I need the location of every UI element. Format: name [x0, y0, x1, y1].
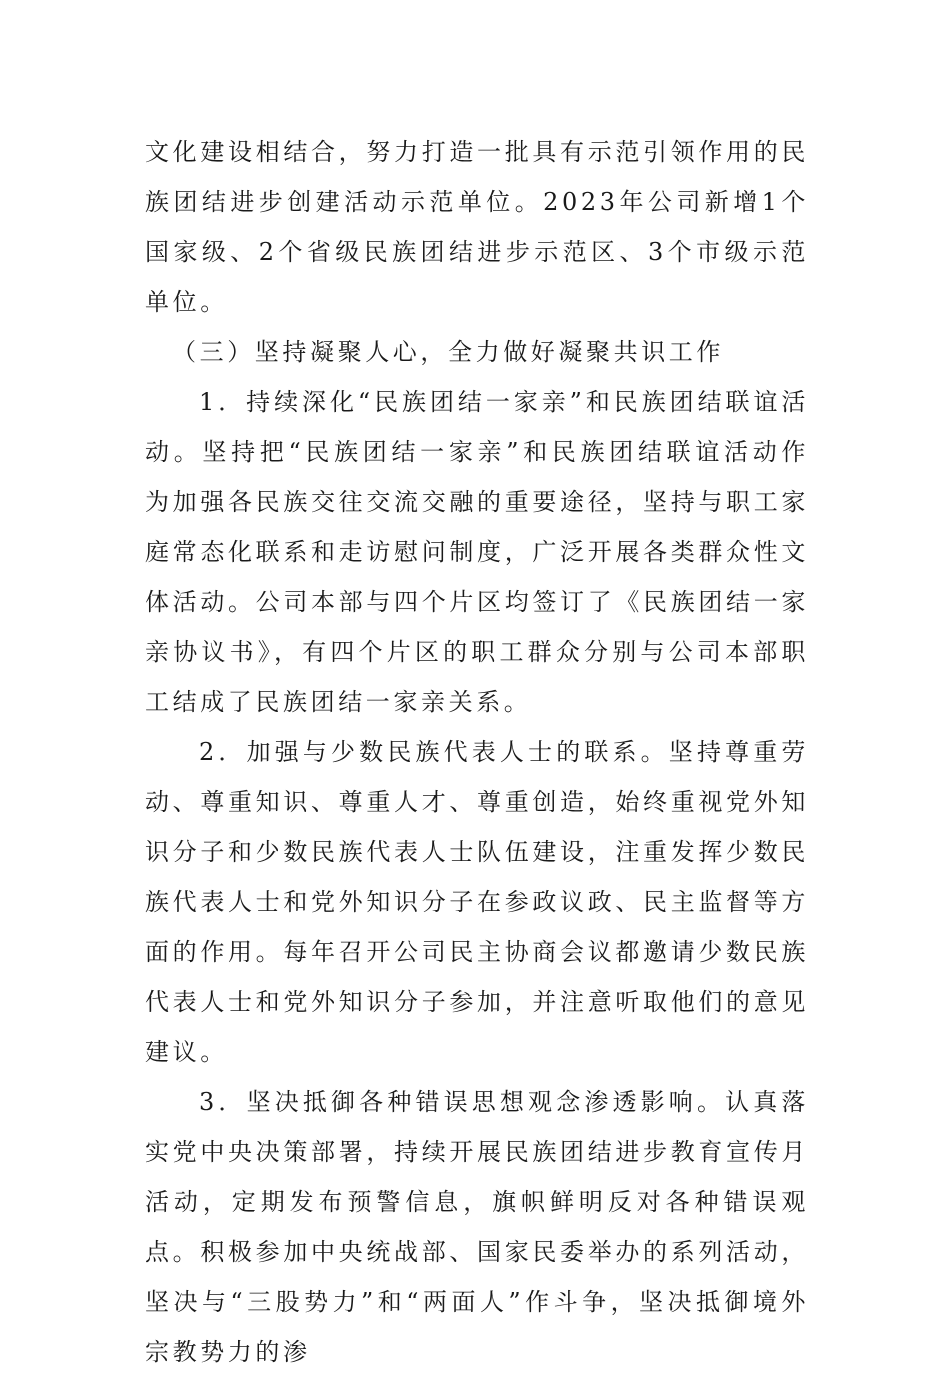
document-body [145, 127, 809, 1377]
paragraph-continuation: 文化建设相结合，努力打造一批具有示范引领作用的民族团结进步创建活动示范单位。2023年公司新增1个国家级、2个省级民族团结进步示范区、3个市级示范单位。 [145, 138, 809, 316]
section-heading-3: （三）坚持凝聚人心，全力做好凝聚共识工作 [172, 338, 724, 366]
paragraph-item-3: 3．坚决抵御各种错误思想观念渗透影响。认真落实党中央决策部署，持续开展民族团结进步教育宣传月活动，定期发布预警信息，旗帜鲜明反对各种错误观点。积极参加中央统战部、国家民委举办的系列活动，坚决与“三股势力”和“两面人”作斗争，坚决抵御境外宗教势力的渗 [145, 1088, 809, 1366]
paragraph-item-2: 2．加强与少数民族代表人士的联系。坚持尊重劳动、尊重知识、尊重人才、尊重创造，始终重视党外知识分子和少数民族代表人士队伍建设，注重发挥少数民族代表人士和党外知识分子在参政议政、民主监督等方面的作用。每年召开公司民主协商会议都邀请少数民族代表人士和党外知识分子参加，并注意听取他们的意见建议。 [145, 738, 809, 1066]
paragraph-item-1: 1．持续深化“民族团结一家亲”和民族团结联谊活动。坚持把“民族团结一家亲”和民族团结联谊活动作为加强各民族交往交流交融的重要途径，坚持与职工家庭常态化联系和走访慰问制度，广泛开展各类群众性文体活动。公司本部与四个片区均签订了《民族团结一家亲协议书》，有四个片区的职工群众分别与公司本部职工结成了民族团结一家亲关系。 [145, 388, 809, 716]
